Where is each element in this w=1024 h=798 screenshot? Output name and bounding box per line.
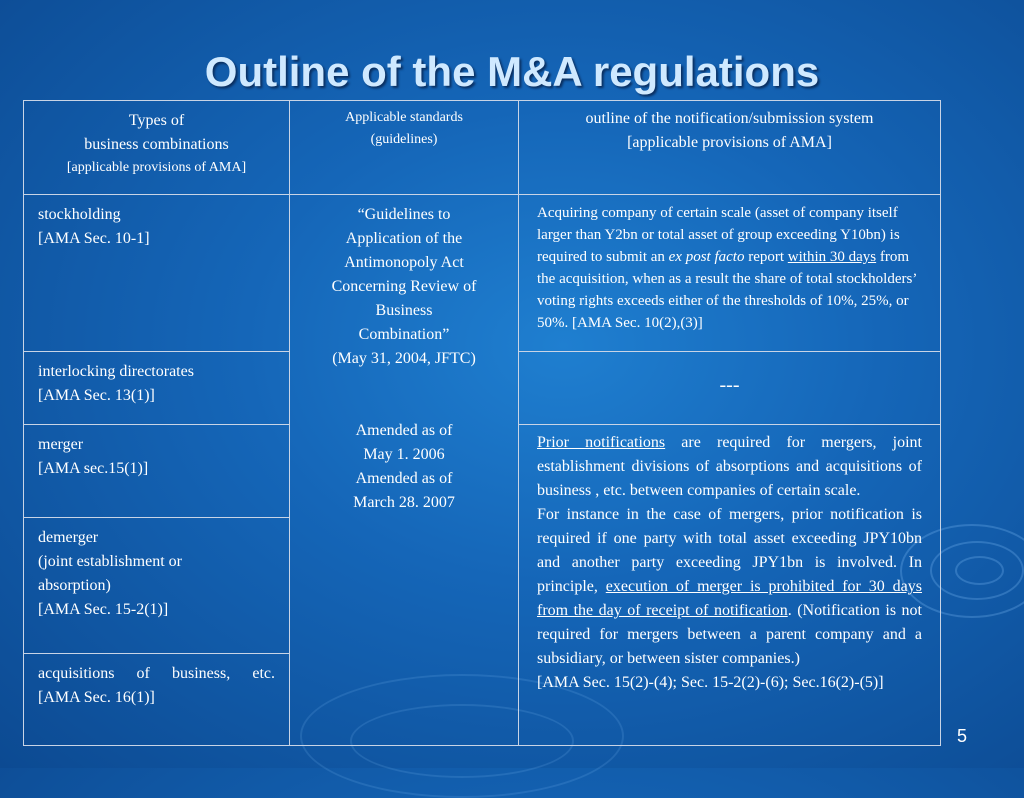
- cell-text: within 30 days: [787, 249, 877, 265]
- cell-text: execution of merger is prohibited for 30 days from the day of receipt of notification: [537, 578, 922, 619]
- cell-text: Business: [375, 302, 433, 319]
- type-cell-stockholding: [24, 195, 290, 352]
- cell-text: [AMA Sec. 15-2(1)]: [38, 601, 169, 618]
- cell-text: . (Notification is not required for mergers between a parent company and a subsidiary, or between sister companies.): [537, 602, 922, 667]
- cell-text: For instance in the case of mergers, prior notification is required if one party with total asset exceeding JPY10bn and another party exceeding JPY1bn is involved. In principle,: [537, 506, 922, 595]
- cell-text: (joint establishment or: [38, 553, 182, 570]
- cell-text: March 28. 2007: [353, 494, 455, 511]
- header-text: business combinations: [84, 136, 229, 153]
- cell-text: Concerning Review of: [331, 278, 477, 295]
- type-cell-merger: [24, 425, 290, 518]
- header-outline: [519, 101, 941, 195]
- cell-text: ex post facto: [668, 249, 745, 265]
- cell-text: [AMA Sec. 10-1]: [38, 230, 150, 247]
- outline-cell-interlocking: [519, 352, 941, 425]
- cell-text: [AMA Sec. 16(1)]: [38, 689, 155, 706]
- header-types: [24, 101, 290, 195]
- type-cell-demerger: [24, 518, 290, 654]
- spacer: [298, 371, 510, 419]
- type-cell-interlocking: [24, 352, 290, 425]
- cell-text: Combination”: [358, 326, 450, 343]
- header-text: outline of the notification/submission system: [585, 110, 874, 127]
- table-header-row: [24, 101, 941, 195]
- type-cell-acquisitions: [24, 654, 290, 746]
- cell-text: ---: [719, 374, 740, 396]
- cell-text: Amended as of: [355, 470, 453, 487]
- header-text: [applicable provisions of AMA]: [66, 160, 247, 175]
- cell-text: Amended as of: [355, 422, 453, 439]
- cell-text: “Guidelines to: [357, 206, 451, 223]
- header-text: (guidelines): [370, 132, 438, 147]
- cell-text: stockholding: [38, 206, 121, 223]
- regulations-table: [23, 100, 941, 746]
- cell-text: Antimonopoly Act: [344, 254, 464, 271]
- cell-text: [AMA Sec. 13(1)]: [38, 387, 155, 404]
- header-text: Types of: [128, 112, 185, 129]
- cell-text: [AMA Sec. 15(2)-(4); Sec. 15-2(2)-(6); Sec.16(2)-(5)]: [537, 674, 884, 691]
- cell-text: are required for mergers, joint establishment divisions of absorptions and acquisitions of business , etc. between companies of certain scale.: [537, 434, 922, 499]
- cell-text: interlocking directorates: [38, 363, 194, 380]
- header-text: Applicable standards: [345, 110, 463, 125]
- header-standards: [290, 101, 519, 195]
- cell-text: merger: [38, 436, 84, 453]
- cell-text: Acquiring company of certain scale (asset of company itself larger than Y2bn or total asset of group exceeding Y10bn) is required to submit an: [537, 205, 900, 265]
- header-text: [applicable provisions of AMA]: [627, 134, 832, 151]
- cell-text: acquisitions of business, etc.: [38, 665, 275, 682]
- cell-text: [AMA sec.15(1)]: [38, 460, 149, 477]
- outline-cell-merger: [519, 425, 941, 746]
- cell-text: Application of the: [345, 230, 463, 247]
- table-row: [24, 195, 941, 352]
- outline-cell-stockholding: [519, 195, 941, 352]
- cell-text: absorption): [38, 577, 111, 594]
- cell-text: (May 31, 2004, JFTC): [332, 350, 476, 367]
- guidelines-cell: [290, 195, 519, 746]
- cell-text: Prior notifications: [537, 434, 666, 451]
- cell-text: demerger: [38, 529, 99, 546]
- slide-title: Outline of the M&A regulations: [204, 48, 820, 95]
- page-number: 5: [956, 726, 967, 746]
- cell-text: from the acquisition, when as a result the share of total stockholders’ voting rights exceeds either of the thresholds of 10%, 25%, or 50%. [AMA Sec. 10(2),(3)]: [537, 249, 917, 331]
- decorative-ripple: [955, 556, 1004, 585]
- cell-text: report: [744, 249, 788, 265]
- cell-text: May 1. 2006: [363, 446, 445, 463]
